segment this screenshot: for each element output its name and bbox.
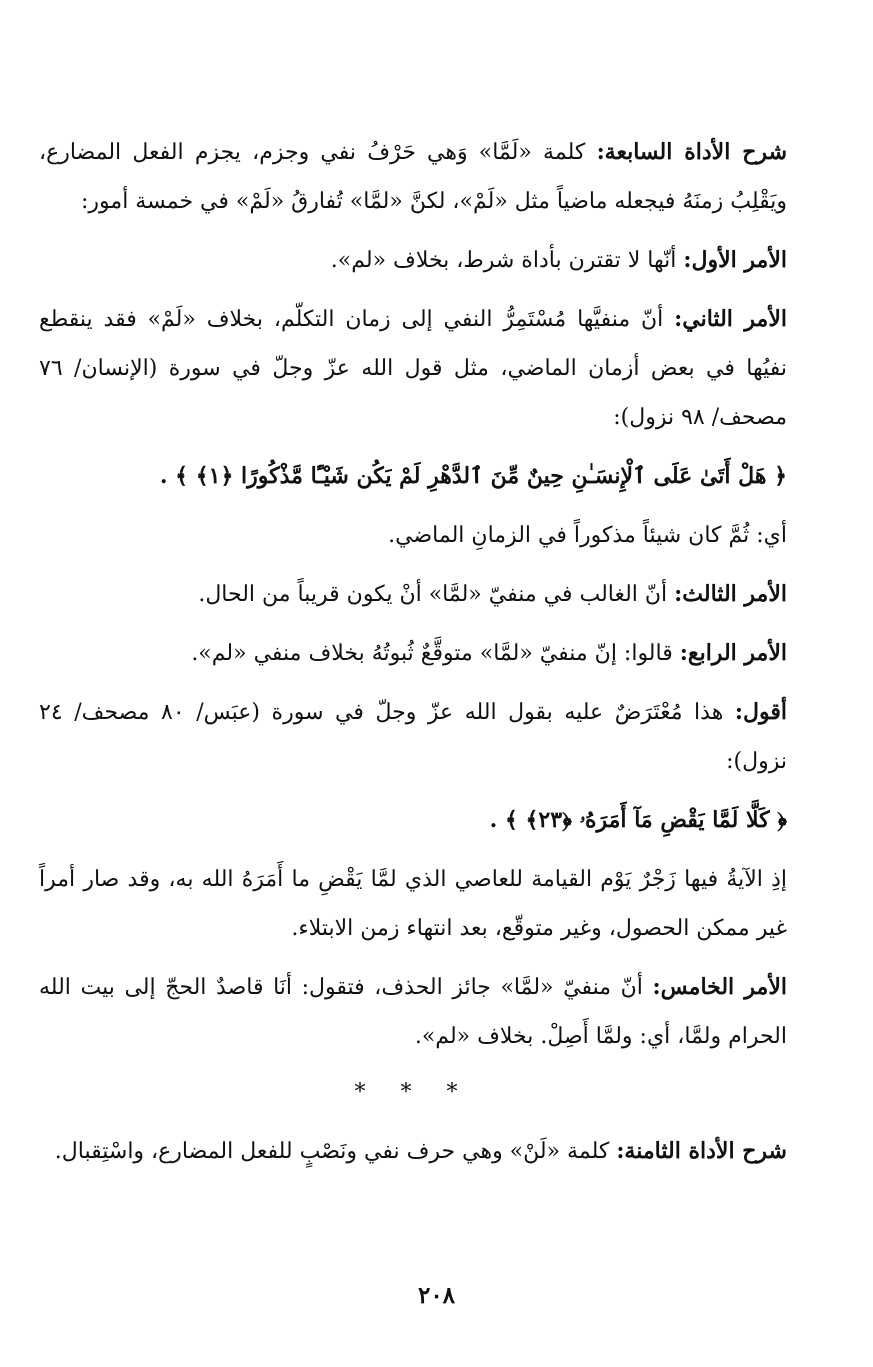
heading-fourth-point: الأمر الرابع:	[679, 640, 787, 666]
paragraph-text: أنّ منفيَّها مُسْتَمِرُّ النفي إلى زمان التكلّم، بخلاف «لَمْ» فقد ينقطع نفيُها في بعض أزمان الماضي، مثل قول الله عزّ وجلّ في سورة (الإنسان/ ٧٦ مصحف/ ٩٨ نزول):	[39, 307, 787, 430]
paragraph-third-point	[39, 570, 787, 619]
paragraph-objection	[39, 688, 787, 786]
quran-verse-insan	[39, 452, 787, 501]
verse-text: ﴿ كَلَّا لَمَّا يَقْضِ مَآ أَمَرَهُۥ ﴿٢٣﴾ ﴾ .	[489, 807, 787, 833]
paragraph-text: كلمة «لَنْ» وهي حرف نفي ونَصْبٍ للفعل المضارع، واسْتِقبال.	[54, 1139, 617, 1164]
paragraph-text: قالوا: إنّ منفيّ «لمَّا» متوقَّعٌ ثُبوتُهُ بخلاف منفي «لم».	[191, 641, 680, 666]
verse-text: ﴿ هَلْ أَتَىٰ عَلَى ٱلْإِنسَـٰنِ حِينٌ مِّنَ ٱلدَّهْرِ لَمْ يَكُن شَيْـًٔا مَّذْكُورًا ﴿١﴾ ﴾ .	[159, 463, 787, 489]
paragraph-eighth-particle	[39, 1127, 787, 1176]
paragraph-first-point	[39, 236, 787, 285]
paragraph-explanation	[39, 511, 787, 560]
heading-second-point: الأمر الثاني:	[674, 306, 787, 332]
paragraph-text: إذِ الآيةُ فيها زَجْرٌ يَوْم القيامة للعاصي الذي لمَّا يَقْضِ ما أَمَرَهُ الله به، وقد صار أمراً غير ممكن الحصول، وغير متوقّع، بعد انتهاء زمن الابتلاء.	[39, 867, 787, 941]
paragraph-second-point	[39, 295, 787, 442]
heading-fifth-point: الأمر الخامس:	[652, 974, 788, 1000]
quran-verse-abasa	[39, 796, 787, 845]
paragraph-fifth-point	[39, 963, 787, 1061]
paragraph-seventh-particle	[39, 128, 787, 226]
paragraph-fourth-point	[39, 629, 787, 678]
paragraph-text: أنّ الغالب في منفيّ «لمَّا» أنْ يكون قريباً من الحال.	[198, 582, 675, 607]
page-body	[39, 128, 787, 1186]
heading-objection: أقول:	[734, 699, 787, 725]
paragraph-verse-explanation	[39, 855, 787, 953]
paragraph-text: أنّ منفيّ «لمَّا» جائز الحذف، فتقول: أنَا قاصدٌ الحجّ إلى بيت الله الحرام ولمَّا، أي: ولمَّا أَصِلْ. بخلاف «لم».	[39, 975, 787, 1049]
heading-third-point: الأمر الثالث:	[674, 581, 787, 607]
paragraph-text: أنّها لا تقترن بأداة شرط، بخلاف «لم».	[330, 248, 684, 273]
heading-first-point: الأمر الأول:	[683, 247, 787, 273]
section-separator: * * *	[354, 1080, 472, 1105]
paragraph-text: أي: ثُمَّ كان شيئاً مذكوراً في الزمانِ الماضي.	[388, 523, 787, 548]
paragraph-text: هذا مُعْتَرَضٌ عليه بقول الله عزّ وجلّ في سورة (عبَس/ ٨٠ مصحف/ ٢٤ نزول):	[39, 700, 787, 774]
page-number: ٢٠٨	[417, 1282, 456, 1309]
heading-eighth-particle: شرح الأداة الثامنة:	[616, 1138, 787, 1164]
paragraph-text: كلمة «لَمَّا» وَهي حَرْفُ نفي وجزم، يجزم الفعل المضارع، ويَقْلِبُ زمنَهُ فيجعله ماضياً مثل «لَمْ»، لكنَّ «لمَّا» تُفارقُ «لَمْ» في خمسة أمور:	[39, 140, 787, 214]
heading-seventh-particle: شرح الأداة السابعة:	[596, 139, 788, 165]
